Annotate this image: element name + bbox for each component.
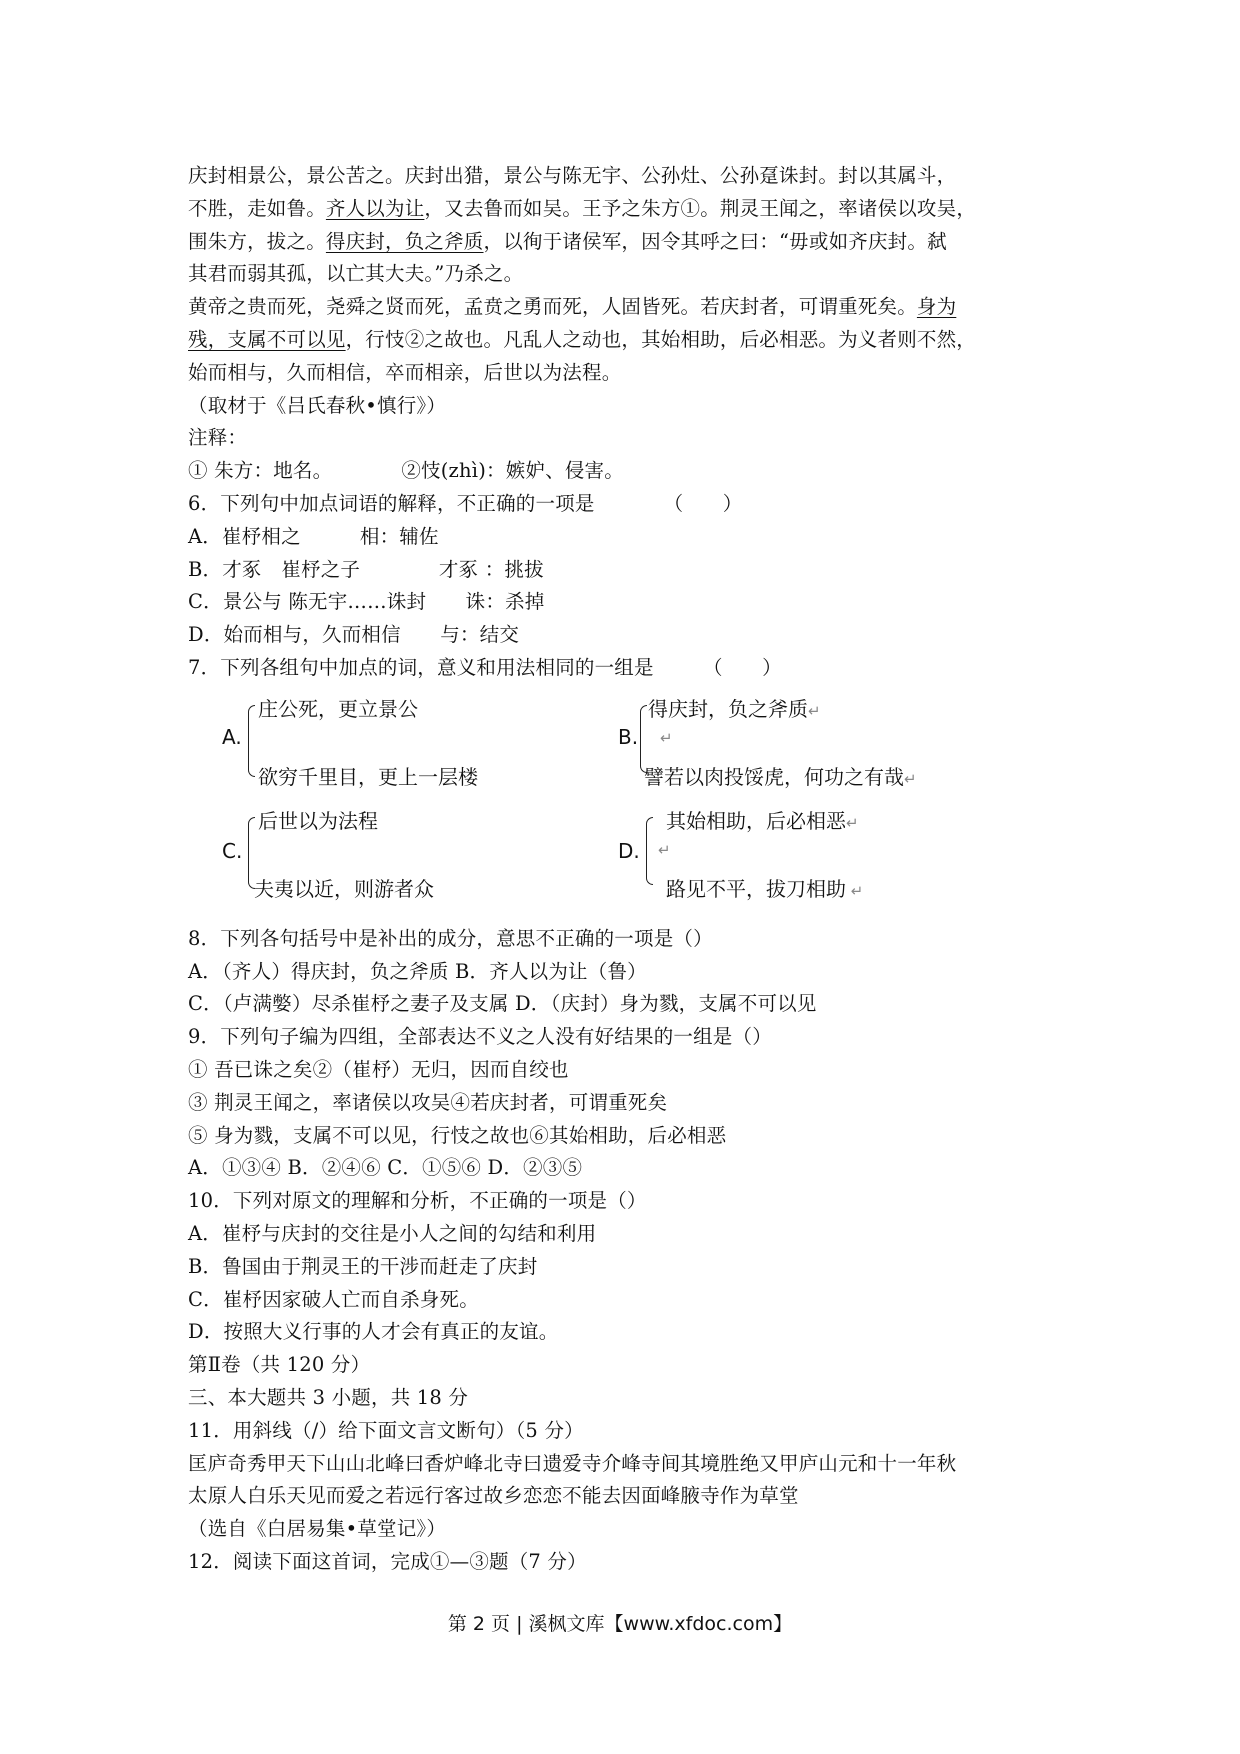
return-mark: ↵ — [660, 728, 673, 747]
question-7-stem: 7．下列各组句中加点的词，意义和用法相同的一组是 （ ） — [188, 655, 782, 679]
classical-text-line: 匡庐奇秀甲天下山山北峰曰香炉峰北寺曰遗爱寺介峰寺间其境胜绝又甲庐山元和十一年秋 — [188, 1451, 957, 1475]
classical-text-line: 太原人白乐天见而爱之若远行客过故乡恋恋不能去因面峰腋寺作为草堂 — [188, 1484, 799, 1508]
option-a-bottom: 欲穷千里目，更上一层楼 — [258, 764, 478, 789]
passage-line: 残，支属不可以见，行忮②之故也。凡乱人之动也，其始相助，后必相恶。为义者则不然， — [188, 327, 977, 351]
option-b-label: B. — [618, 724, 639, 749]
underlined-phrase: 残，支属不可以见 — [188, 327, 346, 351]
option-line: B．鲁国由于荆灵王的干涉而赶走了庆封 — [188, 1254, 538, 1278]
question-9-stem: 9．下列句子编为四组，全部表达不义之人没有好结果的一组是（） — [188, 1025, 772, 1049]
passage-line: 庆封相景公，景公苦之。庆封出猎，景公与陈无宇、公孙灶、公孙趸诛封。封以其属斗， — [188, 164, 957, 187]
option-d-top: 其始相助，后必相恶↵ — [666, 808, 859, 833]
passage-line: 不胜，走如鲁。齐人以为让，又去鲁而如吴。王予之朱方①。荆灵王闻之，率诸侯以攻吴， — [188, 196, 977, 220]
option-line: A．①③④ B．②④⑥ C．①⑤⑥ D．②③⑤ — [188, 1156, 583, 1180]
option-line: B．才豖 崔杼之子 才豖 ：挑拔 — [188, 557, 544, 581]
option-a-top: 庄公死，更立景公 — [258, 696, 418, 721]
option-line: D．始而相与，久而相信 与：结交 — [188, 623, 520, 647]
question-11-stem: 11．用斜线（/）给下面文言文断句）（5 分） — [188, 1418, 584, 1442]
option-d-bottom: 路见不平，拔刀相助 ↵ — [666, 876, 864, 901]
option-line: ⑤ 身为戮，支属不可以见，行忮之故也⑥其始相助，后必相恶 — [188, 1123, 727, 1147]
brace — [646, 817, 653, 885]
notes-title: 注释： — [188, 426, 248, 450]
passage-line: 其君而弱其孤，以亡其大夫。”乃杀之。 — [188, 262, 524, 286]
passage-line: 黄帝之贵而死，尧舜之贤而死，孟贲之勇而死，人固皆死。若庆封者，可谓重死矣。身为 — [188, 295, 957, 319]
option-c-label: C. — [222, 838, 243, 863]
option-b-top: 得庆封，负之斧质↵ — [648, 696, 821, 721]
option-line: ③ 荆灵王闻之，率诸侯以攻吴④若庆封者，可谓重死矣 — [188, 1090, 668, 1114]
option-line: A．崔杼与庆封的交往是小人之间的勾结和利用 — [188, 1221, 597, 1245]
option-line: C．景公与 陈无宇……诛封 诛：杀掉 — [188, 590, 545, 614]
question-8-stem: 8．下列各句括号中是补出的成分，意思不正确的一项是（） — [188, 926, 713, 950]
section-heading: 三、本大题共 3 小题，共 18 分 — [188, 1385, 469, 1409]
option-c-top: 后世以为法程 — [258, 808, 378, 833]
q11-source: （选自《白居易集•草堂记》） — [188, 1517, 447, 1541]
passage-source: （取材于《吕氏春秋•慎行》） — [188, 393, 447, 417]
option-line: A．崔杼相之 相：辅佐 — [188, 524, 439, 548]
option-line: A．（齐人）得庆封，负之斧质 B．齐人以为让（鲁） — [188, 959, 647, 983]
option-line: ① 吾已诛之矣②（崔杼）无归，因而自绞也 — [188, 1057, 569, 1081]
passage-line: 围朱方，拔之。得庆封，负之斧质，以徇于诸侯军，因令其呼之曰：“毋或如齐庆封。弑 — [188, 229, 947, 253]
underlined-phrase: 齐人以为让 — [325, 196, 425, 220]
underlined-phrase: 得庆封，负之斧质 — [325, 229, 484, 253]
option-b-bottom: 譬若以肉投馁虎，何功之有哉↵ — [644, 764, 917, 789]
option-d-label: D. — [618, 838, 640, 863]
option-line: C．崔杼因家破人亡而自杀身死。 — [188, 1287, 479, 1311]
option-c-bottom: 夫夷以近，则游者众 — [254, 876, 434, 901]
option-line: C．（卢满嫳）尽杀崔杼之妻子及支属 D．（庆封）身为戮，支属不可以见 — [188, 992, 817, 1016]
passage-line: 始而相与，久而相信，卒而相亲，后世以为法程。 — [188, 360, 622, 384]
document-body — [188, 160, 1068, 1579]
page-footer: 第 2 页 | 溪枫文库【www.xfdoc.com】 — [447, 1613, 793, 1635]
notes: ① 朱方：地名。 ②忮(zhì)：嫉妒、侵害。 — [188, 459, 624, 483]
question-10-stem: 10．下列对原文的理解和分析，不正确的一项是（） — [188, 1189, 647, 1213]
brace — [248, 705, 255, 777]
question-6-stem: 6．下列句中加点词语的解释，不正确的一项是 （ ） — [188, 491, 743, 515]
question-7-options — [188, 693, 1068, 915]
part-2-title: 第Ⅱ卷（共 120 分） — [188, 1353, 371, 1377]
underlined-phrase: 身为 — [916, 295, 957, 319]
return-mark: ↵ — [658, 840, 671, 859]
option-a-label: A. — [222, 724, 242, 749]
question-12-stem: 12．阅读下面这首词，完成①—③题（7 分） — [188, 1549, 587, 1573]
option-line: D．按照大义行事的人才会有真正的友谊。 — [188, 1320, 559, 1344]
